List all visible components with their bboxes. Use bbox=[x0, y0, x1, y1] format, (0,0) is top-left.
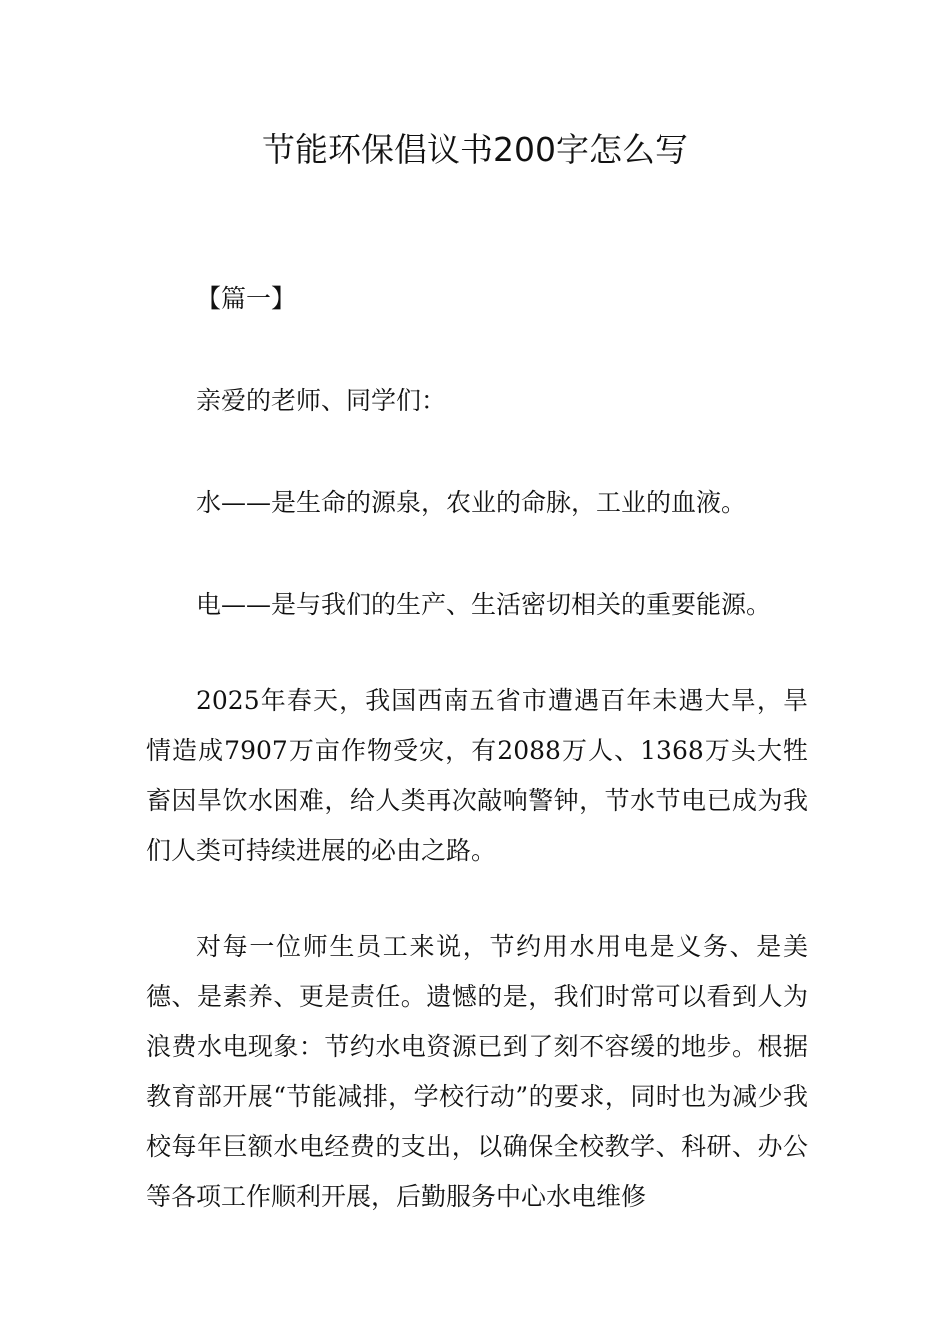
document-title: 节能环保倡议书200字怎么写 bbox=[262, 130, 688, 169]
paragraph-text: 对每一位师生员工来说，节约用水用电是义务、是美德、是素养、更是责任。遗憾的是，我们时常可以看到人为浪费水电现象：节约水电资源已到了刻不容缓的地步。根据教育部开展“节能减排，学校行动”的要求，同时也为减少我校每年巨额水电经费的支出，以确保全校教学、科研、办公等各项工作顺利开展，后勤服务中心水电维修 bbox=[146, 932, 808, 1211]
paragraph-text: 水——是生命的源泉，农业的命脉，工业的血液。 bbox=[196, 488, 747, 517]
paragraph-water bbox=[146, 478, 808, 528]
paragraph-duty bbox=[146, 922, 808, 1222]
section-label bbox=[146, 274, 808, 324]
paragraph-drought bbox=[146, 676, 808, 876]
paragraph-text: 电——是与我们的生产、生活密切相关的重要能源。 bbox=[196, 590, 772, 619]
paragraph-electricity bbox=[146, 580, 808, 630]
section-label-text: 【篇一】 bbox=[196, 284, 297, 313]
salutation-text: 亲爱的老师、同学们： bbox=[196, 386, 447, 415]
salutation bbox=[146, 376, 808, 426]
paragraph-text: 2025年春天，我国西南五省市遭遇百年未遇大旱，旱情造成7907万亩作物受灾，有2088万人、1368万头大牲畜因旱饮水困难，给人类再次敲响警钟，节水节电已成为我们人类可持续进展的必由之路。 bbox=[146, 686, 808, 865]
